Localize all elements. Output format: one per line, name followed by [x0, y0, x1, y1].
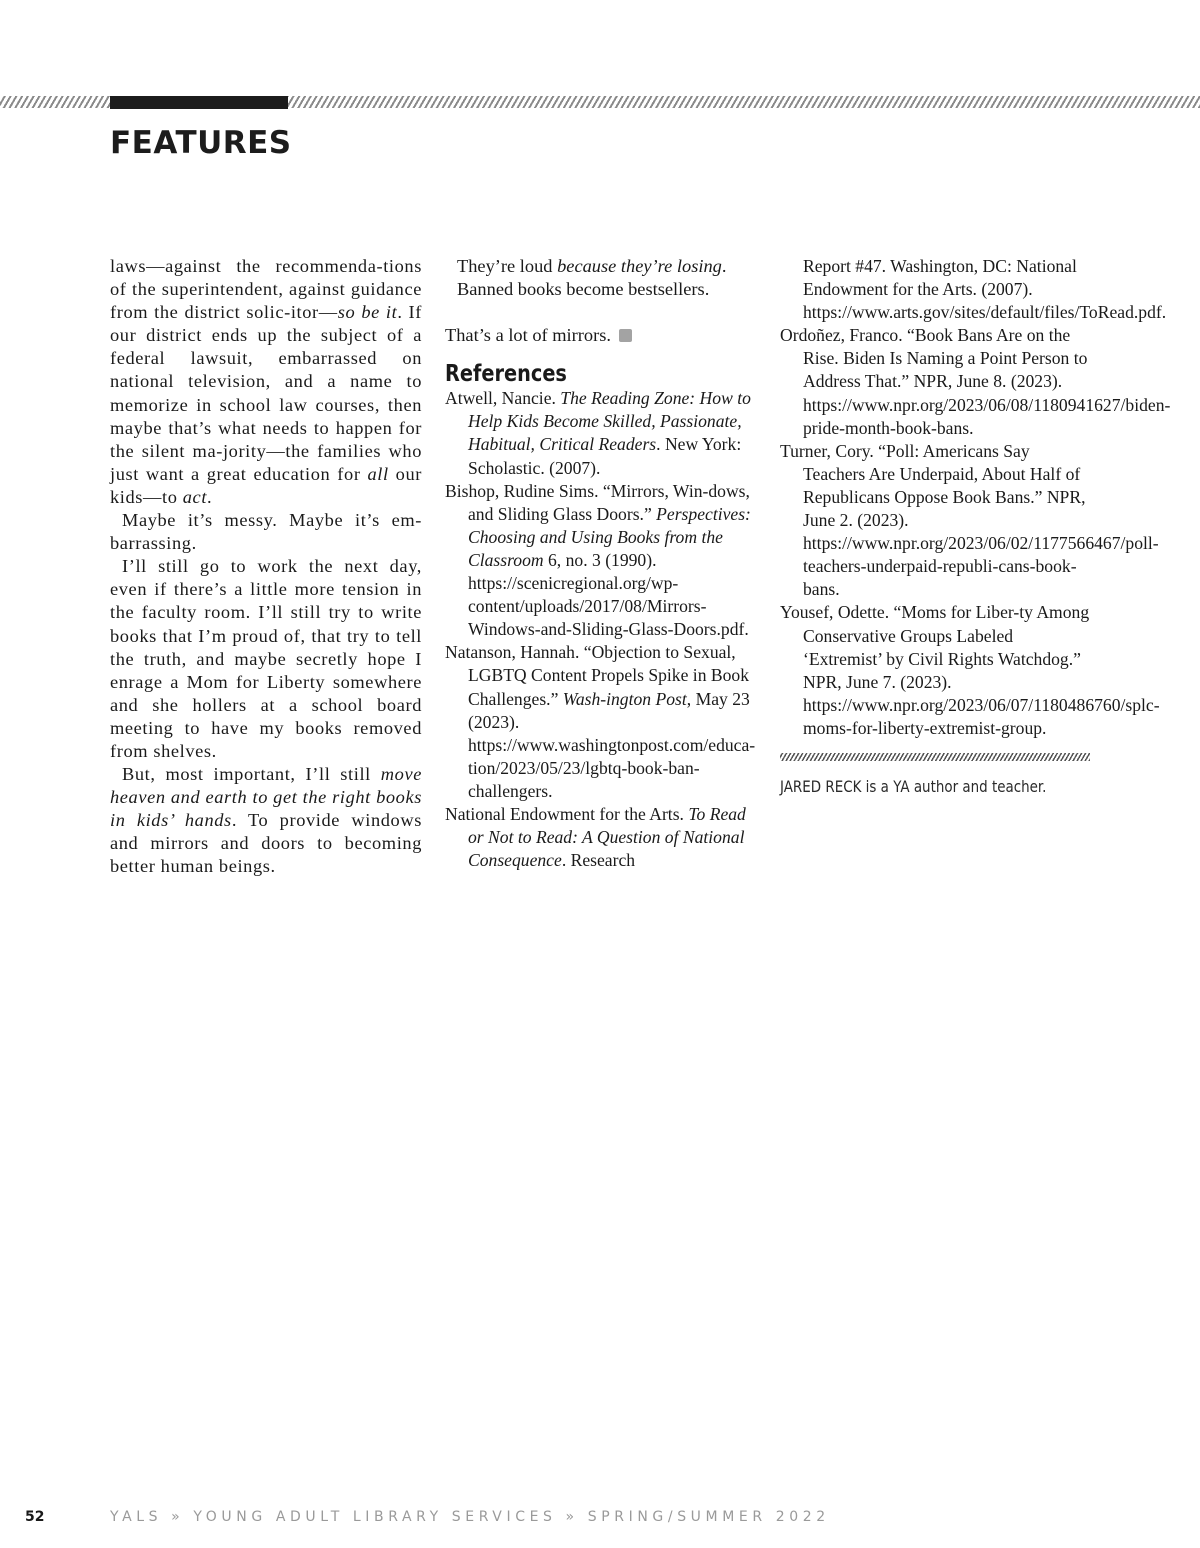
article-column-3 [780, 255, 1171, 798]
text-run: our kids—to [110, 463, 422, 507]
reference-entry: Ordoñez, Franco. “Book Bans Are on the Rise. Biden Is Naming a Point Person to Address That.” NPR, June 8. (2023). https://www.npr.org/2023/06/08/1180941627/biden-pride-month-book-bans. [780, 325, 1171, 438]
emphasis: Wash-ington Post [562, 688, 687, 709]
page-footer [0, 1509, 1200, 1531]
reference-entry [445, 803, 757, 872]
closing-line: Banned books become bestsellers. [457, 279, 710, 300]
emphasis: To Read or Not to Read: A Question of National Consequence [468, 803, 746, 871]
body-paragraph [110, 255, 422, 509]
text-run: Bishop, Rudine Sims. “Mirrors, Win-dows, and Sliding Glass Doors.” [445, 480, 750, 524]
closing-sentence [445, 324, 757, 347]
text-run: That’s a lot of mirrors. [445, 325, 611, 346]
reference-entry: Yousef, Odette. “Moms for Liber-ty Among Conservative Groups Labeled ‘Extremist’ by Civil Rights Watchdog.” NPR, June 7. (2023). https://www.npr.org/2023/06/07/1180486760/splc-moms-for-liberty-extremist-group. [780, 602, 1160, 738]
emphasis: act [182, 486, 208, 507]
text-run: . If our district ends up the subject of a federal lawsuit, embarrassed on national television, and a name to memorize in school law courses, then maybe that’s what needs to happen for the silent ma-jority—the families who just want a great education for [110, 302, 422, 484]
text-run: . New York: Scholastic. (2007). [468, 434, 742, 478]
text-run: But, most important, I’ll still [122, 764, 381, 785]
text-run: Atwell, Nancie. [445, 388, 561, 409]
text-run: National Endowment for the Arts. [445, 803, 689, 824]
reference-entry [445, 387, 757, 479]
emphasis: because they’re losing [557, 256, 722, 276]
text-run: , May 23 (2023). https://www.washingtonpost.com/educa-tion/2023/05/23/lgbtq-book-ban-challengers. [468, 688, 756, 801]
references-heading: References [445, 361, 567, 388]
emphasis: all [367, 463, 389, 484]
text-run: Natanson, Hannah. “Objection to Sexual, LGBTQ Content Propels Spike in Book Challenges.” [445, 642, 750, 709]
running-title: YALS » YOUNG ADULT LIBRARY SERVICES » SPRING/SUMMER 2022 [110, 1509, 830, 1525]
text-run: 6, no. 3 (1990). https://scenicregional.org/wp-content/uploads/2017/08/Mirrors-Windows-and-Sliding-Glass-Doors.pdf. [468, 549, 749, 640]
text-run: . To provide windows and mirrors and doors to becoming better human beings. [110, 810, 422, 877]
bio-divider [780, 753, 1090, 761]
body-paragraph [110, 763, 422, 878]
spacer [445, 301, 757, 324]
body-paragraph: I’ll still go to work the next day, even if there’s a little more tension in the faculty room. I’ll still try to write books that I’m proud of, that try to tell the truth, and maybe secretly hope I enrage a Mom for Liberty somewhere and she hollers at a school board meeting to have my books removed from shelves. [110, 556, 422, 761]
emphasis: move heaven and earth to get the right books in kids’ hands [110, 764, 422, 831]
emphasis: Perspectives: Choosing and Using Books from the Classroom [468, 503, 751, 570]
header-accent-bar [110, 96, 288, 109]
reference-entry [445, 641, 757, 803]
author-bio: JARED RECK is a YA author and teacher. [780, 776, 1047, 796]
reference-entry [445, 480, 757, 642]
text-run: . [207, 486, 213, 507]
text-run: laws—against the recommenda-tions of the superintendent, against guidance from the district solic-itor— [110, 256, 422, 323]
end-of-article-icon [619, 329, 632, 342]
body-paragraph: Maybe it’s messy. Maybe it’s em-barrassing. [110, 510, 422, 554]
text-run: They’re loud [457, 256, 558, 276]
emphasis: so be it [337, 302, 398, 323]
article-column-1 [110, 255, 422, 879]
article-column-2 [445, 255, 757, 872]
text-run: . Research [561, 850, 636, 871]
section-label: FEATURES [110, 125, 292, 161]
closing-line [457, 255, 757, 278]
reference-entry-continued: Report #47. Washington, DC: National Endowment for the Arts. (2007). https://www.arts.gov/sites/default/files/ToRead.pdf. [803, 256, 1167, 323]
page-number: 52 [25, 1509, 45, 1525]
emphasis: The Reading Zone: How to Help Kids Become Skilled, Passionate, Habitual, Critical Readers [468, 388, 751, 455]
reference-entry: Turner, Cory. “Poll: Americans Say Teachers Are Underpaid, About Half of Republicans Oppose Book Bans.” NPR, June 2. (2023). https://www.npr.org/2023/06/02/1177566467/poll-teachers-underpaid-republi-cans-book-bans. [780, 440, 1159, 600]
text-run: . [721, 256, 727, 276]
